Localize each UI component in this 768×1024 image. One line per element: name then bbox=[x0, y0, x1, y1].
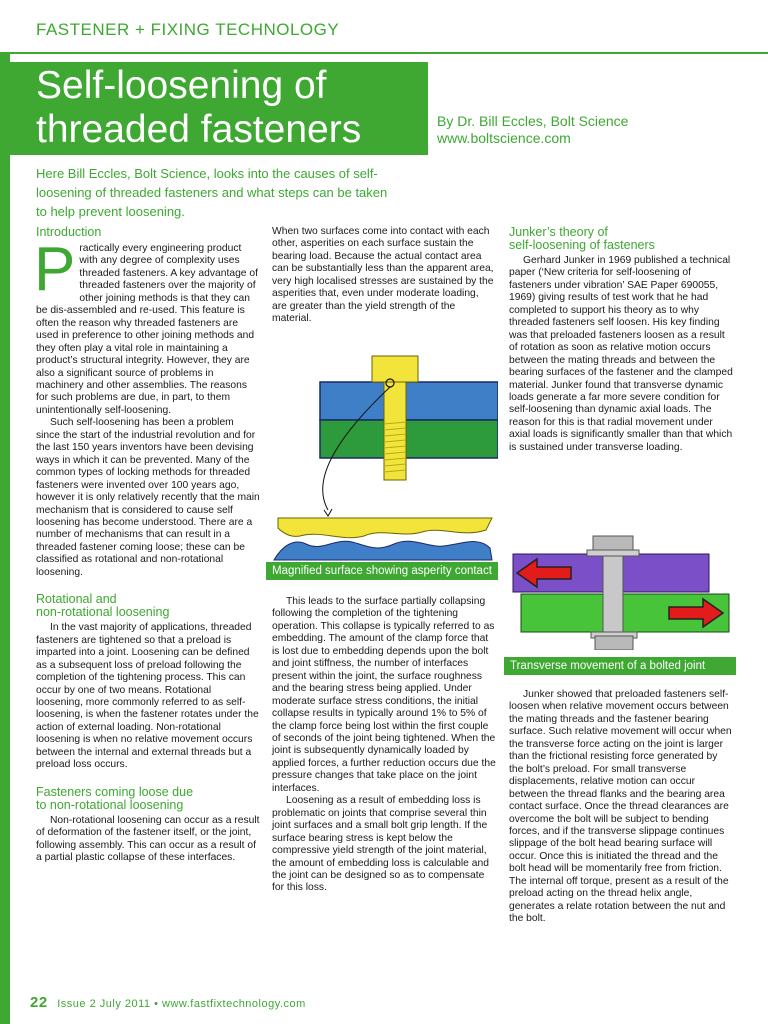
issue-info: Issue 2 July 2011 • www.fastfixtechnology.com bbox=[57, 998, 306, 1010]
nut bbox=[595, 636, 633, 650]
page-footer bbox=[30, 994, 306, 1011]
caption-asperity bbox=[266, 562, 498, 580]
heading-introduction: Introduction bbox=[36, 225, 102, 239]
paragraph: Non-rotational loosening can occur as a result of deformation of the fastener itself, or the joint, following assembly. This can occur as a result of a partial plastic collapse of these interfaces. bbox=[36, 814, 260, 864]
paragraph: Junker showed that preloaded fasteners self-loosen when relative movement occurs between the mating threads and the fastener bearing surface. Such relative movement will occur when the transverse force acting on the joint is larger than the frictional resisting force generated by the bolt’s preload. For small transverse displacements, relative motion can occur between the thread flanks and the bearing area contact surface. Once the thread clearances are overcome the bolt will be subject to bending forces, and if the transverse slippage continues slippage of the bolt head bearing surface will occur. Once this is initiated the thread and the bolt head will be momentarily free from friction. The internal off torque, present as a result of the preload acting on the thread helix angle, generates a relate rotation between the nut and the bolt. bbox=[509, 689, 732, 925]
paragraph: In the vast majority of applications, threaded fasteners are tightened so that a preload is imparted into a joint. Loosening can be defined as a subsequent loss of preload following the completion of the tightening process. This can occur by one of two means. Rotational loosening, more commonly referred to as self-loosening, is when the fastener rotates under the action of external loading. Non-rotational loosening is when no relative movement occurs between the internal and external threads but a preload loss occurs. bbox=[36, 622, 259, 771]
lower-surface bbox=[274, 541, 492, 560]
byline bbox=[437, 113, 628, 147]
heading-rotational-line1: Rotational and bbox=[36, 592, 117, 607]
heading-rotational-line2: non-rotational loosening bbox=[36, 605, 170, 620]
paragraph: Such self-loosening has been a problem since the start of the industrial revolution and for the last 150 years inventors have been devising ways in which it can be prevented. Many of the common types of locking methods for threaded fasteners were invented over 100 years ago, however it is only relatively recently that the main mechanism that is considered to cause self loosening has become understood. There are a number of mechanisms that can result in a threaded fastener coming loose; these can be classified as rotational and non-rotational loosening. bbox=[36, 417, 260, 578]
heading-non-rotational bbox=[36, 786, 260, 812]
green-plate bbox=[320, 420, 498, 458]
column-1 bbox=[36, 226, 260, 864]
heading-non-rotational-line2: to non-rotational loosening bbox=[36, 797, 184, 812]
bolt-head bbox=[372, 356, 418, 382]
bolt-joint-diagram bbox=[272, 352, 498, 562]
caption-transverse bbox=[504, 657, 736, 675]
heading-rotational bbox=[36, 593, 260, 619]
page-header bbox=[0, 0, 768, 60]
paragraph-intro-text: ractically every engineering product with any degree of complexity uses threaded fasteners. A key advantage of threaded fasteners over the majority of other joining methods is that they can be dis-assembled and re-used. This feature is often the reason why threaded fasteners are used in preference to other joining methods and they often play a vital role in maintaining a product’s structural integrity. However, they are also a significant source of problems in machinery and other assemblies. The reasons for such problems are due, in part, to them unintentionally self-loosening. bbox=[36, 243, 258, 416]
paragraph: This leads to the surface partially collapsing following the completion of the tightening operation. This collapse is typically referred to as embedding. The amount of the clamp force that is lost due to embedding depends upon the bolt and joint stiffness, the number of interfaces present within the joint, the surface roughness and the bearing stress being applied. Under moderate surface stress conditions, the initial collapse results in typically around 1% to 5% of the clamp force being lost within the first couple of seconds of the joint being tightened. When the joint is subsequently dynamically loaded by applied forces, a further reduction occurs due the pressure changes that take place on the joint interfaces. bbox=[272, 596, 496, 794]
heading-junker-line2: self-loosening of fasteners bbox=[509, 238, 655, 252]
column-3 bbox=[509, 226, 734, 454]
blue-plate bbox=[320, 382, 498, 420]
heading-non-rotational-line1: Fasteners coming loose due bbox=[36, 784, 194, 799]
section-title: FASTENER + FIXING TECHNOLOGY bbox=[36, 20, 340, 39]
upper-surface bbox=[278, 518, 492, 538]
column-3-lower bbox=[509, 689, 734, 926]
title-line-1: Self-loosening of bbox=[36, 64, 327, 107]
byline-author: By Dr. Bill Eccles, Bolt Science bbox=[437, 113, 629, 129]
page-number: 22 bbox=[30, 994, 48, 1011]
title-line-2: threaded fasteners bbox=[36, 108, 362, 151]
paragraph-intro bbox=[34, 235, 260, 417]
caption-transverse-text: Transverse movement of a bolted joint bbox=[504, 657, 736, 675]
heading-junker bbox=[509, 226, 734, 252]
paragraph: When two surfaces come into contact with each other, asperities on each surface sustain the bearing load. Because the actual contact area can be substantially less than the apparent area, very high localised stresses are sustained by the asperities that, even under moderate loading, are greater than the yield strength of the material. bbox=[272, 226, 494, 325]
byline-url[interactable]: www.boltscience.com bbox=[437, 130, 571, 146]
column-2-lower bbox=[272, 596, 496, 895]
washer-top bbox=[587, 550, 639, 556]
paragraph: Gerhard Junker in 1969 published a technical paper (‘New criteria for self-loosening of fasteners under vibration’ SAE Paper 690055, 1969) giving results of test work that he had completed to support his theory as to why threaded fasteners self loosen. His key finding was that preloaded fasteners loosen as a result of rotation as soon as relative motion occurs between the mating threads and between the bearing surfaces of the fastener and the clamped material. Junker found that transverse dynamic loads generate a far more severe condition for self-loosening than dynamic axial loads. The reason for this is that radial movement under axial loads is significantly smaller than that which is sustained under transverse loading. bbox=[509, 255, 733, 453]
standfirst: Here Bill Eccles, Bolt Science, looks into the causes of self-loosening of threaded fasteners and what steps can be taken to help prevent loosening. bbox=[36, 166, 388, 219]
paragraph: Loosening as a result of embedding loss is problematic on joints that comprise several thin joint surfaces and a small bolt grip length. If the surface bearing stress is kept below the compressive yield strength of the joint material, the amount of embedding loss is calculable and the joint can be designed so as to compensate for this loss. bbox=[272, 795, 489, 894]
transverse-movement-diagram bbox=[509, 532, 734, 650]
article-title bbox=[36, 64, 426, 152]
caption-asperity-text: Magnified surface showing asperity contact bbox=[266, 562, 498, 580]
heading-junker-line1: Junker’s theory of bbox=[509, 225, 608, 239]
drop-cap: P bbox=[34, 235, 76, 304]
header-rule bbox=[0, 52, 768, 54]
bolt-shank bbox=[603, 556, 623, 634]
left-accent-strip bbox=[0, 54, 10, 1024]
